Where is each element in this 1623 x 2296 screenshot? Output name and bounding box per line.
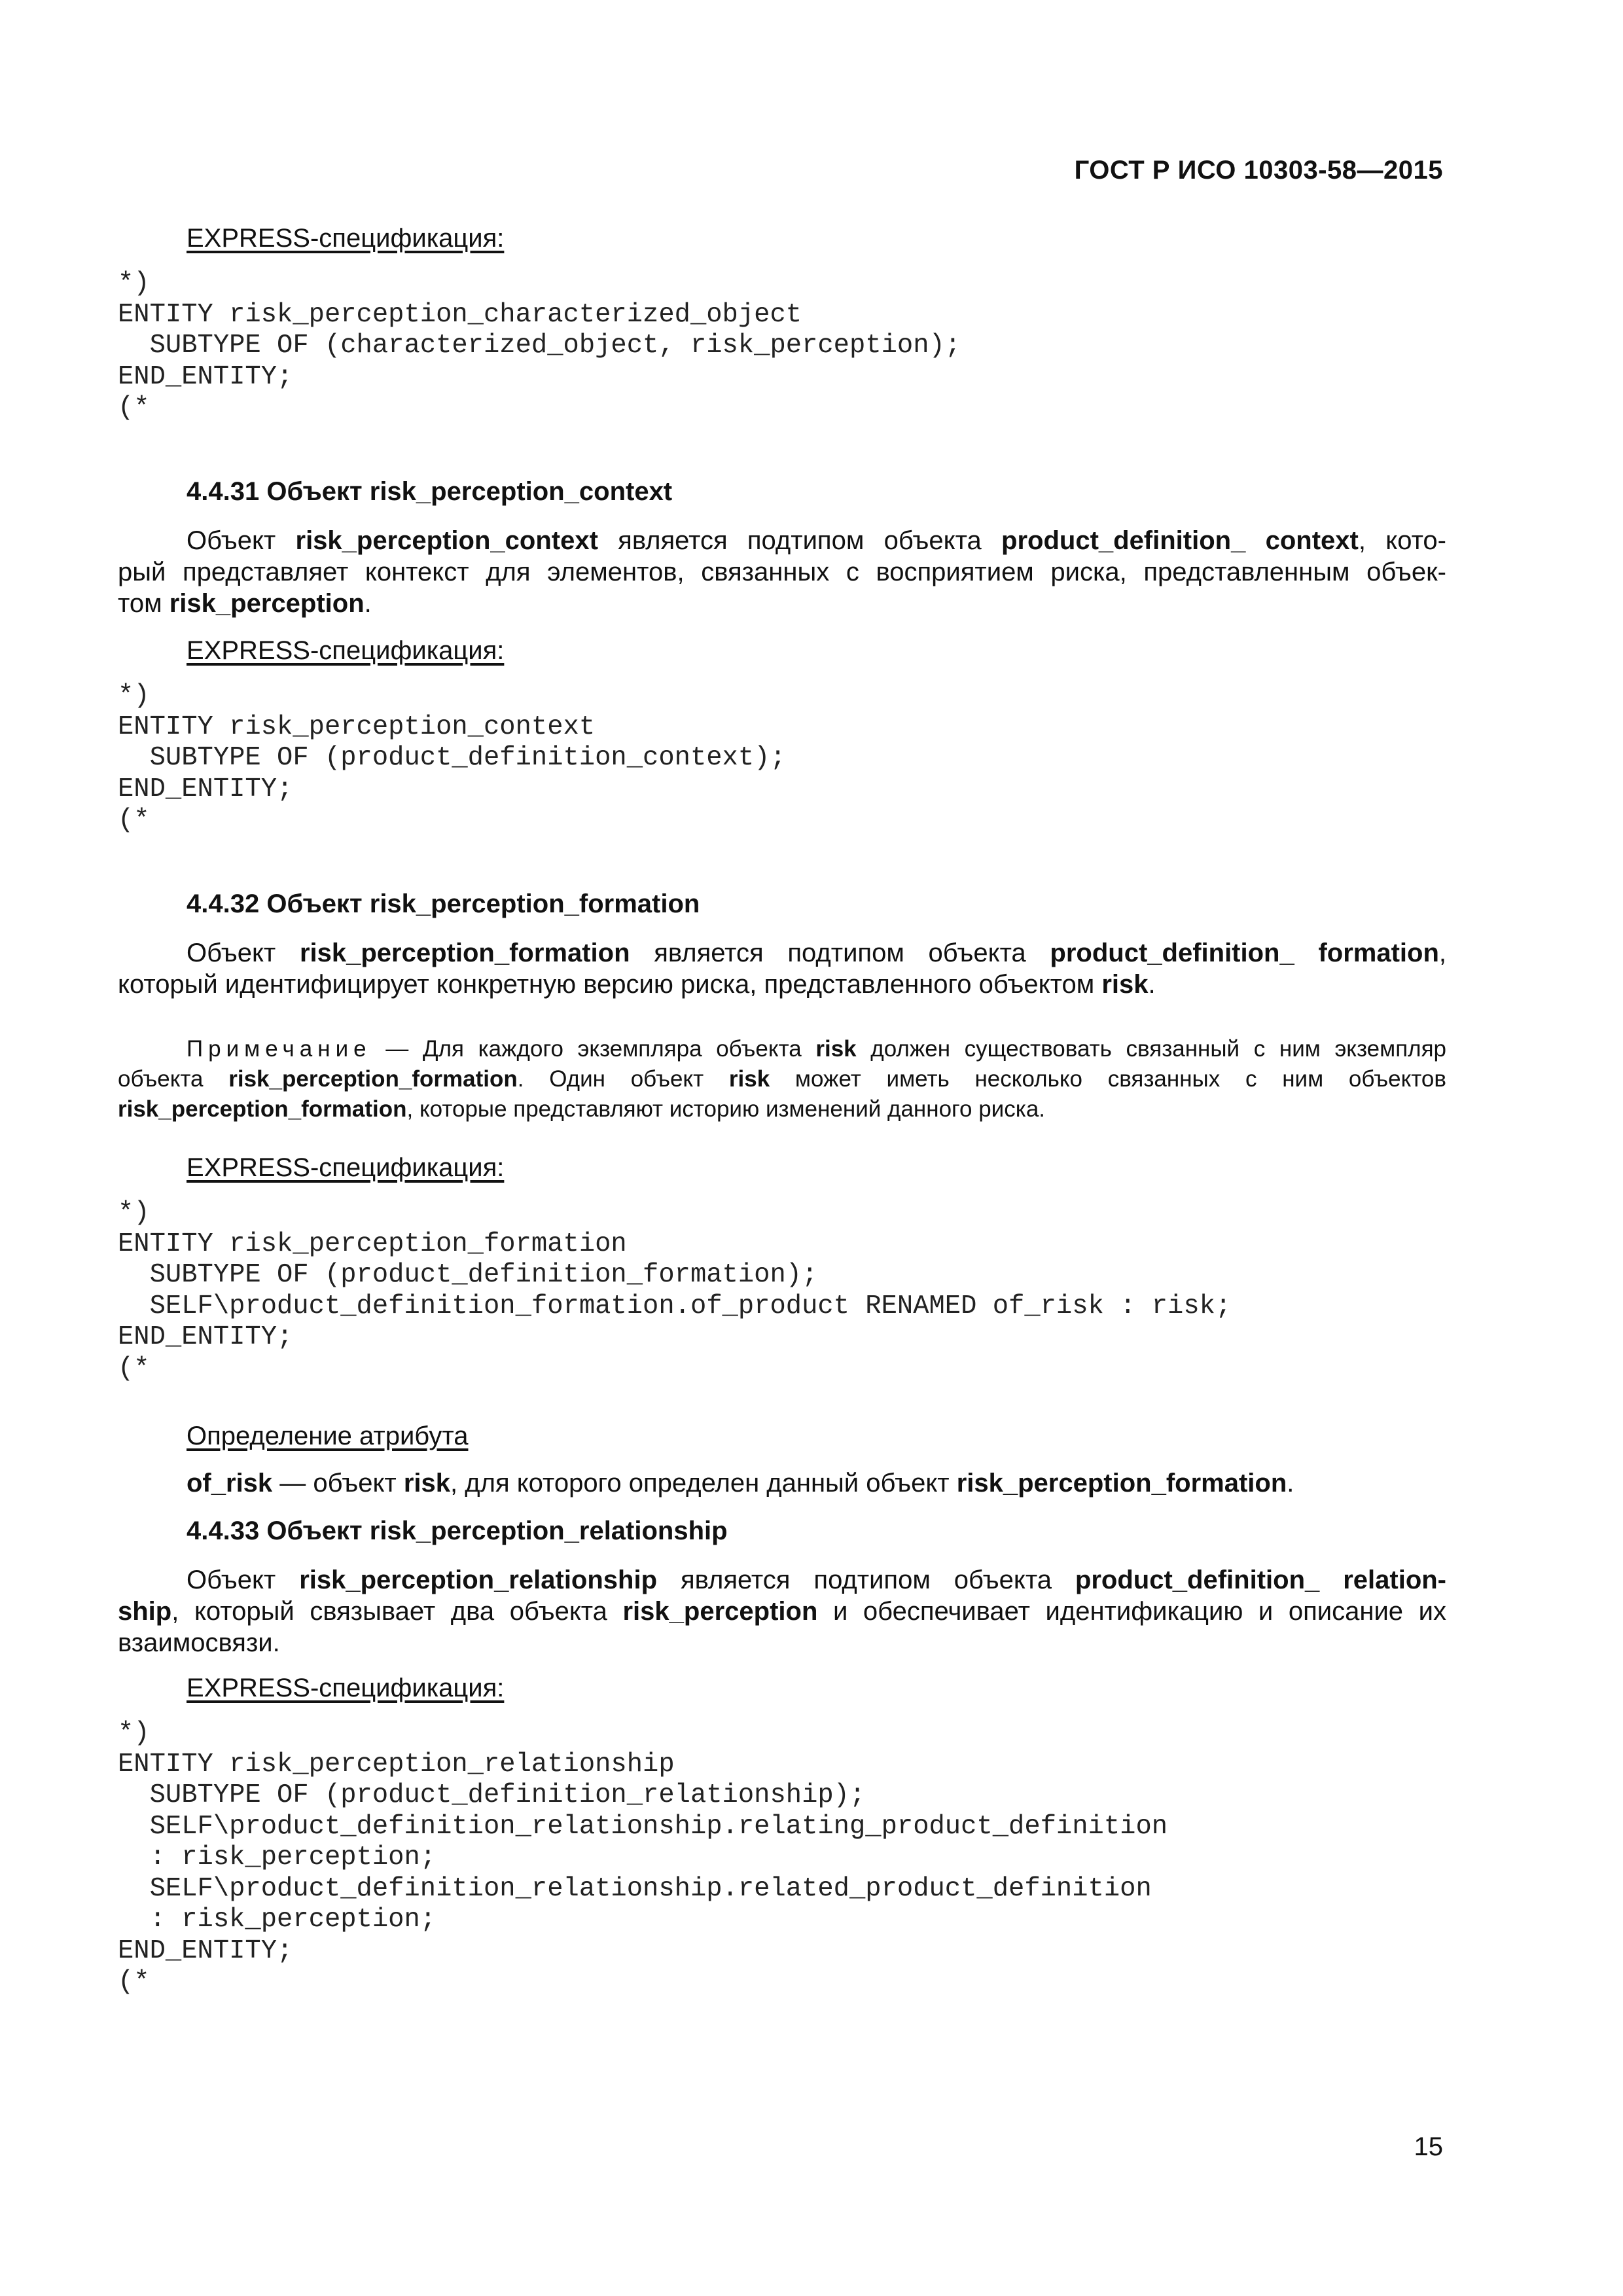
paragraph-line: взаимосвязи. <box>118 1628 280 1657</box>
paragraph-line: Объект risk_perception_relationship является подтипом объекта product_definition_ relation- <box>187 1566 1446 1594</box>
section-4-4-33-paragraph <box>118 1564 1446 1659</box>
express-code-formation: *) ENTITY risk_perception_formation SUBTYPE OF (product_definition_formation); SELF\product_definition_formation.of_product RENAMED of_risk : risk; END_ENTITY; (* <box>118 1198 1232 1384</box>
paragraph-line: ship, который связывает два объекта risk_perception и обеспечивает идентификацию и описание их <box>118 1597 1446 1626</box>
attribute-definition-of-risk: of_risk — объект risk, для которого определен данный объект risk_perception_formation. <box>187 1469 1294 1498</box>
express-code-context: *) ENTITY risk_perception_context SUBTYPE OF (product_definition_context); END_ENTITY; (* <box>118 681 786 835</box>
note-line: Примечание — Для каждого экземпляра объекта risk должен существовать связанный с ним экземпляр <box>187 1036 1446 1062</box>
paragraph-line: Объект risk_perception_formation является подтипом объекта product_definition_ formation, <box>187 939 1446 967</box>
express-spec-label: EXPRESS-спецификация: <box>187 1674 505 1702</box>
attribute-definition-label: Определение атрибута <box>187 1422 469 1450</box>
express-code-relationship: *) ENTITY risk_perception_relationship SUBTYPE OF (product_definition_relationship); SELF\product_definition_relationship.relating_product_definition : risk_perception; SELF\product_definition_relationship.related_product_definition : risk_perception; END_ENTITY; (* <box>118 1718 1168 1997</box>
note-line: объекта risk_perception_formation. Один объект risk может иметь несколько связанных с ним объектов <box>118 1066 1446 1092</box>
section-4-4-32-paragraph <box>118 937 1446 1000</box>
express-spec-label: EXPRESS-спецификация: <box>187 636 505 665</box>
document-header: ГОСТ Р ИСО 10303-58—2015 <box>1074 156 1443 185</box>
section-heading-4-4-32: 4.4.32 Объект risk_perception_formation <box>187 889 700 918</box>
paragraph-line: Объект risk_perception_context является подтипом объекта product_definition_ context, кото- <box>187 526 1447 555</box>
paragraph-line: который идентифицирует конкретную версию риска, представленного объектом risk. <box>118 970 1156 999</box>
note-block <box>118 1034 1446 1124</box>
section-4-4-31-paragraph <box>118 525 1446 619</box>
note-label: Примечание <box>187 1036 372 1062</box>
note-line: risk_perception_formation, которые представляют историю изменений данного риска. <box>118 1096 1046 1122</box>
express-spec-label: EXPRESS-спецификация: <box>187 1153 505 1182</box>
section-heading-4-4-31: 4.4.31 Объект risk_perception_context <box>187 477 673 506</box>
paragraph-line: рый представляет контекст для элементов, связанных с восприятием риска, представленным объек- <box>118 558 1446 586</box>
section-heading-4-4-33: 4.4.33 Объект risk_perception_relationship <box>187 1516 728 1545</box>
express-code-characterized-object: *) ENTITY risk_perception_characterized_object SUBTYPE OF (characterized_object, risk_perception); END_ENTITY; (* <box>118 268 961 423</box>
page-number: 15 <box>1414 2132 1443 2161</box>
paragraph-line: том risk_perception. <box>118 589 372 618</box>
express-spec-label: EXPRESS-спецификация: <box>187 224 505 253</box>
